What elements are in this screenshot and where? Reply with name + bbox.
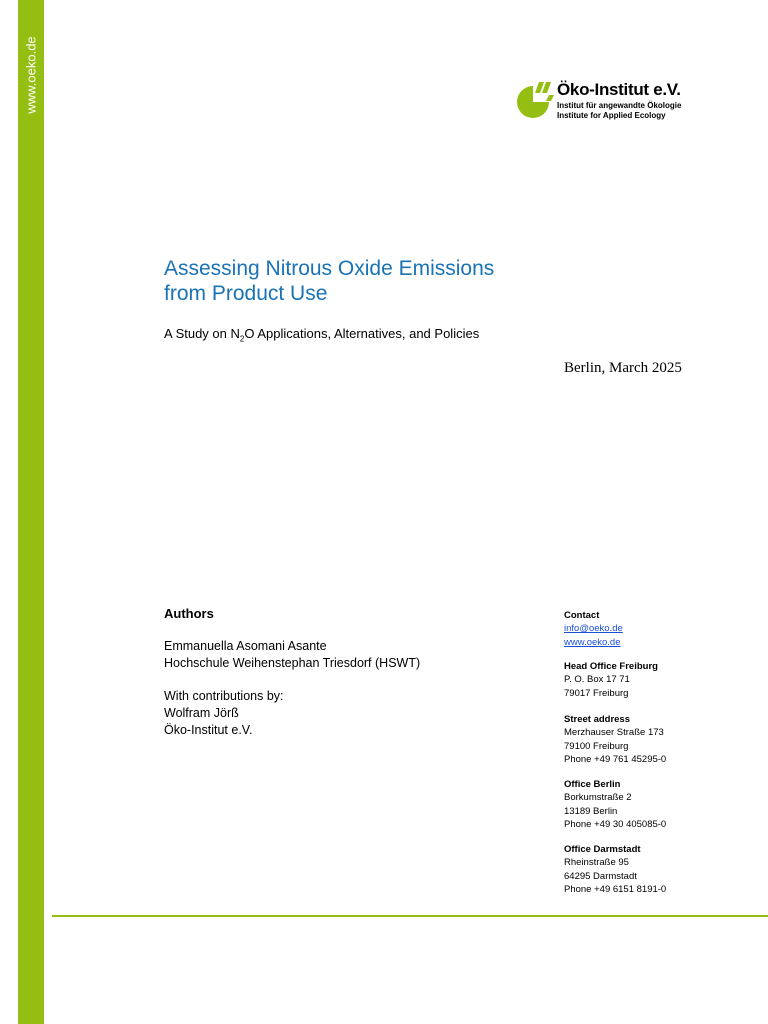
contact-heading: Contact	[564, 610, 600, 621]
contact-block	[564, 609, 754, 649]
street-address-line: Merzhauser Straße 173	[564, 727, 664, 739]
office-berlin-line: 13189 Berlin	[564, 805, 618, 817]
title-line-1: Assessing Nitrous Oxide Emissions	[164, 257, 495, 280]
green-side-bar	[18, 0, 44, 1024]
office-darmstadt-block	[564, 843, 754, 897]
head-office-line: 79017 Freiburg	[564, 687, 629, 699]
office-berlin-line: Borkumstraße 2	[564, 792, 632, 804]
logo-name: Öko-Institut e.V.	[557, 80, 681, 99]
office-darmstadt-title: Office Darmstadt	[564, 844, 641, 855]
office-berlin-phone: Phone +49 30 405085-0	[564, 819, 667, 831]
office-berlin-title: Office Berlin	[564, 779, 621, 790]
head-office-block	[564, 660, 754, 700]
title-line-2: from Product Use	[164, 282, 328, 305]
office-darmstadt-line: 64295 Darmstadt	[564, 870, 637, 882]
office-darmstadt-line: Rheinstraße 95	[564, 857, 629, 869]
street-address-phone: Phone +49 761 45295-0	[564, 754, 667, 766]
logo-mark-icon	[513, 80, 555, 120]
author-name: Emmanuella Asomani Asante	[164, 639, 327, 653]
authors-heading: Authors	[164, 606, 214, 621]
logo-subtitle-de: Institut für angewandte Ökologie	[557, 101, 682, 110]
author-affiliation: Hochschule Weihenstephan Triesdorf (HSWT)	[164, 656, 421, 670]
contributor-affiliation: Öko-Institut e.V.	[164, 723, 253, 737]
subtitle-part-1: A Study on N	[164, 326, 240, 341]
document-subtitle	[164, 326, 479, 344]
contributor-name: Wolfram Jörß	[164, 706, 239, 720]
street-address-line: 79100 Freiburg	[564, 740, 629, 752]
office-darmstadt-phone: Phone +49 6151 8191-0	[564, 884, 667, 896]
head-office-title: Head Office Freiburg	[564, 661, 658, 672]
document-title	[164, 256, 564, 306]
head-office-line: P. O. Box 17 71	[564, 674, 630, 686]
bottom-divider	[52, 915, 768, 917]
contact-website-link[interactable]: www.oeko.de	[564, 636, 621, 648]
document-date: Berlin, March 2025	[564, 360, 682, 376]
contributions-label: With contributions by:	[164, 689, 284, 703]
office-berlin-block	[564, 778, 754, 832]
street-address-title: Street address	[564, 714, 631, 725]
logo-subtitle-en: Institute for Applied Ecology	[557, 111, 666, 120]
subtitle-part-2: O Applications, Alternatives, and Policies	[244, 326, 480, 341]
side-website-text: www.oeko.de	[23, 36, 39, 114]
street-address-block	[564, 713, 754, 767]
subtitle-subscript: 2	[239, 334, 245, 344]
contact-email-link[interactable]: info@oeko.de	[564, 623, 623, 635]
oeko-institut-logo	[513, 80, 713, 124]
